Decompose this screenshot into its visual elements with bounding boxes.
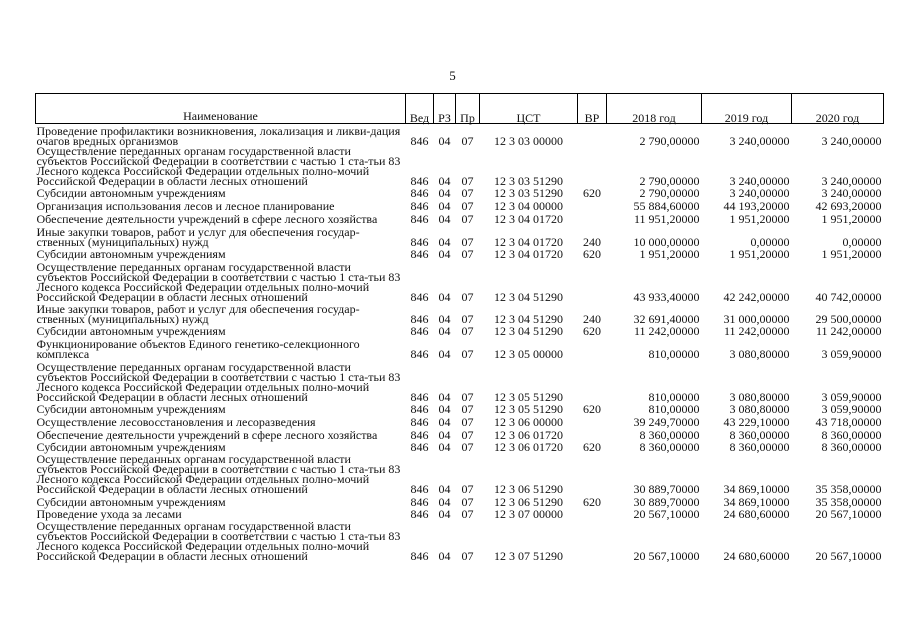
row-amount-2018: 30 889,70000	[633, 482, 700, 496]
row-cst: 12 3 04 51290	[494, 312, 563, 326]
row-amount-2019: 24 680,60000	[723, 507, 790, 521]
table-row	[36, 427, 884, 440]
row-amount-2019: 8 360,00000	[729, 428, 790, 442]
row-amount-2019: 3 080,80000	[729, 390, 790, 404]
row-amount-2020: 3 059,90000	[821, 390, 882, 404]
row-amount-2020: 35 358,00000	[815, 482, 882, 496]
row-amount-2020: 11 242,00000	[815, 324, 882, 338]
row-vr	[578, 124, 607, 147]
row-amount-2019: 11 242,00000	[723, 324, 790, 338]
row-cst: 12 3 03 00000	[494, 134, 563, 148]
row-cst: 12 3 05 51290	[494, 402, 563, 416]
row-amount-2018: 39 249,70000	[633, 415, 700, 429]
row-amount-2020: 3 240,00000	[821, 174, 882, 188]
row-pr: 07	[461, 390, 474, 404]
row-vr	[578, 452, 607, 494]
row-vr	[578, 359, 607, 402]
row-amount-2020: 1 951,20000	[821, 212, 882, 226]
row-rz: 04	[438, 495, 451, 509]
row-amount-2018: 20 567,10000	[633, 549, 700, 563]
row-amount-2019: 24 680,60000	[723, 549, 790, 563]
row-cst: 12 3 06 01720	[494, 440, 563, 454]
table-row	[36, 324, 884, 336]
row-ved: 846	[410, 247, 429, 261]
row-pr: 07	[461, 507, 474, 521]
row-name: Обеспечение деятельности учреждений в сфере лесного хозяйства	[36, 212, 378, 226]
row-ved: 846	[410, 482, 429, 496]
row-name: Проведение ухода за лесами	[36, 507, 182, 521]
row-vr	[578, 336, 607, 359]
row-pr: 07	[461, 186, 474, 200]
row-amount-2019: 3 080,80000	[729, 402, 790, 416]
row-amount-2019: 0,00000	[750, 235, 790, 249]
row-cst: 12 3 04 01720	[494, 212, 563, 226]
row-pr: 07	[461, 415, 474, 429]
row-vr: 620	[583, 186, 601, 200]
row-amount-2018: 2 790,00000	[639, 174, 700, 188]
row-rz: 04	[438, 324, 451, 338]
row-amount-2018: 810,00000	[648, 390, 700, 404]
row-vr	[578, 259, 607, 302]
row-cst: 12 3 05 00000	[494, 347, 563, 361]
row-amount-2020: 3 240,00000	[821, 134, 882, 148]
row-name: Субсидии автономным учреждениям	[36, 186, 226, 200]
header-pr: Пр	[456, 94, 480, 124]
table-row	[36, 402, 884, 414]
row-name: Осуществление переданных органам государственной власти субъектов Российской Федерации в соответствии с частью 1 ста-тьи 83 Лесного кодекса Российской Федерации отдельных полно-мочий Российской Федерации в области лесных отношений	[36, 452, 401, 496]
row-amount-2019: 3 240,00000	[729, 186, 790, 200]
row-amount-2018: 11 951,20000	[633, 212, 700, 226]
row-cst: 12 3 03 51290	[494, 186, 563, 200]
row-amount-2018: 30 889,70000	[633, 495, 700, 509]
row-ved: 846	[410, 549, 429, 563]
row-ved: 846	[410, 440, 429, 454]
row-name: Осуществление переданных органам государственной власти субъектов Российской Федерации в соответствии с частью 1 ста-тьи 83 Лесного кодекса Российской Федерации отдельных полно-мочий Российской Федерации в области лесных отношений	[36, 144, 401, 188]
row-amount-2020: 29 500,00000	[815, 312, 882, 326]
row-ved: 846	[410, 212, 429, 226]
row-amount-2019: 1 951,20000	[729, 212, 790, 226]
row-name: Осуществление переданных органам государственной власти субъектов Российской Федерации в соответствии с частью 1 ста-тьи 83 Лесного кодекса Российской Федерации отдельных полно-мочий Российской Федерации в области лесных отношений	[36, 360, 401, 404]
row-cst: 12 3 04 00000	[494, 199, 563, 213]
row-amount-2018: 2 790,00000	[639, 186, 700, 200]
row-cst: 12 3 06 51290	[494, 495, 563, 509]
row-rz: 04	[438, 290, 451, 304]
row-amount-2019: 31 000,00000	[723, 312, 790, 326]
row-ved: 846	[410, 174, 429, 188]
row-ved: 846	[410, 428, 429, 442]
row-pr: 07	[461, 440, 474, 454]
row-amount-2020: 35 358,00000	[815, 495, 882, 509]
row-amount-2019: 44 193,20000	[723, 199, 790, 213]
table-row	[36, 494, 884, 507]
row-amount-2018: 20 567,10000	[633, 507, 700, 521]
row-pr: 07	[461, 290, 474, 304]
row-amount-2018: 8 360,00000	[639, 440, 700, 454]
row-pr: 07	[461, 235, 474, 249]
table-row	[36, 259, 884, 302]
row-amount-2018: 55 884,60000	[633, 199, 700, 213]
row-rz: 04	[438, 482, 451, 496]
table-row	[36, 302, 884, 324]
row-rz: 04	[438, 347, 451, 361]
row-cst: 12 3 04 01720	[494, 235, 563, 249]
row-name: Субсидии автономным учреждениям	[36, 324, 226, 338]
header-vr: ВР	[578, 94, 607, 124]
row-vr	[578, 146, 607, 186]
row-amount-2019: 42 242,00000	[723, 290, 790, 304]
row-vr: 240	[583, 235, 601, 249]
row-cst: 12 3 06 00000	[494, 415, 563, 429]
table-header-row	[36, 94, 884, 124]
row-amount-2020: 3 059,90000	[821, 402, 882, 416]
row-rz: 04	[438, 199, 451, 213]
row-cst: 12 3 07 00000	[494, 507, 563, 521]
header-rz: РЗ	[434, 94, 456, 124]
row-amount-2019: 1 951,20000	[729, 247, 790, 261]
table-row	[36, 186, 884, 198]
row-amount-2020: 8 360,00000	[821, 428, 882, 442]
row-name: Функционирование объектов Единого генетико-селекционного комплекса	[36, 337, 360, 361]
row-pr: 07	[461, 247, 474, 261]
row-amount-2019: 8 360,00000	[729, 440, 790, 454]
row-vr	[578, 211, 607, 224]
row-amount-2018: 1 951,20000	[639, 247, 700, 261]
row-amount-2020: 20 567,10000	[815, 549, 882, 563]
row-ved: 846	[410, 312, 429, 326]
row-rz: 04	[438, 428, 451, 442]
row-vr	[578, 519, 607, 561]
row-pr: 07	[461, 312, 474, 326]
row-amount-2018: 810,00000	[648, 347, 700, 361]
row-pr: 07	[461, 174, 474, 188]
table-row	[36, 146, 884, 186]
table-row	[36, 414, 884, 427]
row-pr: 07	[461, 428, 474, 442]
row-rz: 04	[438, 247, 451, 261]
header-2020: 2020 год	[792, 94, 884, 124]
row-rz: 04	[438, 134, 451, 148]
table-row	[36, 247, 884, 259]
row-name: Субсидии автономным учреждениям	[36, 495, 226, 509]
table-row	[36, 224, 884, 247]
row-amount-2020: 8 360,00000	[821, 440, 882, 454]
row-ved: 846	[410, 347, 429, 361]
row-rz: 04	[438, 174, 451, 188]
row-amount-2020: 40 742,00000	[815, 290, 882, 304]
row-amount-2019: 3 240,00000	[729, 174, 790, 188]
row-vr	[578, 427, 607, 440]
header-cst: ЦСТ	[480, 94, 578, 124]
row-vr: 240	[583, 312, 601, 326]
row-name: Субсидии автономным учреждениям	[36, 402, 226, 416]
table-row	[36, 336, 884, 359]
row-ved: 846	[410, 402, 429, 416]
table-row	[36, 452, 884, 494]
table-row	[36, 507, 884, 519]
header-ved: Вед	[406, 94, 434, 124]
header-name: Наименование	[36, 94, 406, 124]
row-vr: 620	[583, 440, 601, 454]
table-row	[36, 124, 884, 147]
row-name: Осуществление переданных органам государственной власти субъектов Российской Федерации в соответствии с частью 1 ста-тьи 83 Лесного кодекса Российской Федерации отдельных полно-мочий Российской Федерации в области лесных отношений	[36, 519, 401, 563]
row-rz: 04	[438, 212, 451, 226]
row-amount-2020: 0,00000	[842, 235, 882, 249]
row-amount-2020: 20 567,10000	[815, 507, 882, 521]
row-amount-2020: 3 059,90000	[821, 347, 882, 361]
row-ved: 846	[410, 290, 429, 304]
row-cst: 12 3 03 51290	[494, 174, 563, 188]
row-ved: 846	[410, 415, 429, 429]
row-amount-2018: 32 691,40000	[633, 312, 700, 326]
row-ved: 846	[410, 186, 429, 200]
row-rz: 04	[438, 390, 451, 404]
row-pr: 07	[461, 482, 474, 496]
table-row	[36, 198, 884, 211]
row-ved: 846	[410, 134, 429, 148]
row-cst: 12 3 04 01720	[494, 247, 563, 261]
row-rz: 04	[438, 440, 451, 454]
row-vr: 620	[583, 324, 601, 338]
row-amount-2020: 3 240,00000	[821, 186, 882, 200]
row-name: Иные закупки товаров, работ и услуг для обеспечения государ-ственных (муниципальных) нужд	[36, 225, 360, 249]
row-amount-2019: 34 869,10000	[723, 482, 790, 496]
row-rz: 04	[438, 402, 451, 416]
row-amount-2020: 43 718,00000	[815, 415, 882, 429]
row-rz: 04	[438, 235, 451, 249]
row-cst: 12 3 05 51290	[494, 390, 563, 404]
row-ved: 846	[410, 324, 429, 338]
row-amount-2018: 11 242,00000	[633, 324, 700, 338]
header-2019: 2019 год	[702, 94, 792, 124]
row-rz: 04	[438, 549, 451, 563]
row-ved: 846	[410, 495, 429, 509]
row-name: Осуществление переданных органам государственной власти субъектов Российской Федерации в соответствии с частью 1 ста-тьи 83 Лесного кодекса Российской Федерации отдельных полно-мочий Российской Федерации в области лесных отношений	[36, 260, 401, 304]
row-pr: 07	[461, 495, 474, 509]
row-rz: 04	[438, 415, 451, 429]
row-amount-2018: 810,00000	[648, 402, 700, 416]
row-cst: 12 3 06 51290	[494, 482, 563, 496]
row-amount-2020: 1 951,20000	[821, 247, 882, 261]
row-pr: 07	[461, 324, 474, 338]
row-vr: 620	[583, 247, 601, 261]
row-ved: 846	[410, 235, 429, 249]
row-name: Субсидии автономным учреждениям	[36, 440, 226, 454]
table-row	[36, 359, 884, 402]
row-cst: 12 3 06 01720	[494, 428, 563, 442]
row-rz: 04	[438, 312, 451, 326]
row-name: Субсидии автономным учреждениям	[36, 247, 226, 261]
row-name: Обеспечение деятельности учреждений в сфере лесного хозяйства	[36, 428, 378, 442]
header-2018: 2018 год	[607, 94, 702, 124]
budget-table	[35, 93, 884, 561]
row-amount-2018: 8 360,00000	[639, 428, 700, 442]
page-number: 5	[449, 68, 456, 83]
row-pr: 07	[461, 549, 474, 563]
row-amount-2019: 34 869,10000	[723, 495, 790, 509]
row-cst: 12 3 04 51290	[494, 290, 563, 304]
row-name: Организация использования лесов и лесное планирование	[36, 199, 335, 213]
row-amount-2018: 43 933,40000	[633, 290, 700, 304]
row-rz: 04	[438, 186, 451, 200]
row-amount-2018: 10 000,00000	[633, 235, 700, 249]
row-amount-2018: 2 790,00000	[639, 134, 700, 148]
table-body	[36, 124, 884, 562]
row-amount-2019: 3 080,80000	[729, 347, 790, 361]
row-pr: 07	[461, 199, 474, 213]
row-amount-2020: 42 693,20000	[815, 199, 882, 213]
row-amount-2019: 43 229,10000	[723, 415, 790, 429]
row-cst: 12 3 07 51290	[494, 549, 563, 563]
row-ved: 846	[410, 507, 429, 521]
table-row	[36, 440, 884, 452]
row-vr: 620	[583, 495, 601, 509]
row-cst: 12 3 04 51290	[494, 324, 563, 338]
row-name: Осуществление лесовосстановления и лесоразведения	[36, 415, 316, 429]
row-pr: 07	[461, 134, 474, 148]
row-ved: 846	[410, 199, 429, 213]
row-vr: 620	[583, 402, 601, 416]
row-ved: 846	[410, 390, 429, 404]
row-pr: 07	[461, 402, 474, 416]
row-pr: 07	[461, 212, 474, 226]
row-rz: 04	[438, 507, 451, 521]
row-pr: 07	[461, 347, 474, 361]
row-name: Иные закупки товаров, работ и услуг для обеспечения государ-ственных (муниципальных) нужд	[36, 302, 360, 326]
row-name: Проведение профилактики возникновения, локализация и ликви-дация очагов вредных организмов	[36, 124, 401, 148]
row-amount-2019: 3 240,00000	[729, 134, 790, 148]
table-row	[36, 211, 884, 224]
table-row	[36, 519, 884, 561]
